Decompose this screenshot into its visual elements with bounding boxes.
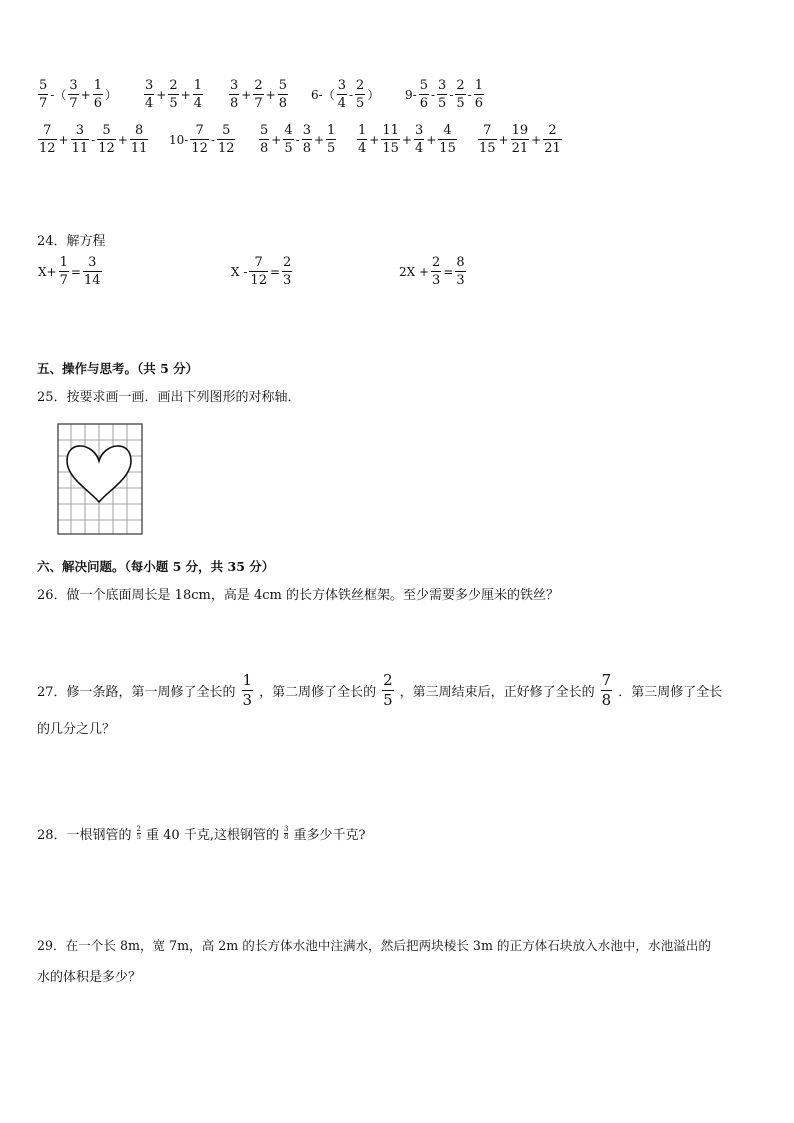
question-28-part-2: 重 40 千克,这根钢管的 <box>146 828 279 843</box>
operator: - <box>91 132 96 147</box>
fraction: $\frac{5}{8}$ <box>260 123 269 156</box>
fraction: $\frac{5}{8}$ <box>278 78 287 111</box>
operator: 10- <box>169 132 189 147</box>
operator: + <box>180 87 191 102</box>
question-24-title: 24．解方程 <box>37 234 106 249</box>
fraction: $\frac{19}{21}$ <box>511 123 529 156</box>
question-27-part-3: ，第三周结束后，正好修了全长的 <box>399 685 595 700</box>
fraction: $\frac{2}{5}$ <box>383 671 393 709</box>
operator: 6-（ <box>311 88 335 102</box>
fraction: $\frac{1}{7}$ <box>59 255 68 288</box>
equation <box>398 256 467 287</box>
operator: ） <box>367 88 380 102</box>
fraction: $\frac{2}{21}$ <box>544 123 561 156</box>
calc-expr <box>404 79 485 110</box>
fraction: $\frac{5}{12}$ <box>98 123 115 156</box>
operator: + <box>498 132 509 147</box>
question-28-part-3: 重多少千克? <box>293 828 366 843</box>
fraction: $\frac{3}{11}$ <box>71 123 89 156</box>
fraction: $\frac{1}{5}$ <box>327 123 336 156</box>
fraction: $\frac{7}{15}$ <box>479 123 496 156</box>
question-25-text: 25．按要求画一画．画出下列图形的对称轴． <box>37 390 301 405</box>
fraction: $\frac{1}{4}$ <box>193 78 202 111</box>
operator: + <box>58 132 69 147</box>
operator: + <box>426 132 437 147</box>
operator: 9- <box>405 87 417 102</box>
fraction: $\frac{5}{6}$ <box>419 78 428 111</box>
fraction: $\frac{3}{4}$ <box>145 78 154 111</box>
fraction: $\frac{4}{5}$ <box>284 123 293 156</box>
question-27-line-2: 的几分之几？ <box>37 722 116 737</box>
operator: + <box>531 132 542 147</box>
fraction: $\frac{1}{3}$ <box>242 671 253 709</box>
fraction: $\frac{8}{11}$ <box>130 123 148 156</box>
fraction: $\frac{2}{7}$ <box>254 78 263 111</box>
fraction: $\frac{5}{12}$ <box>217 123 235 156</box>
question-29-line-2: 水的体积是多少？ <box>37 970 142 985</box>
operator: = <box>70 264 81 279</box>
fraction: $\frac{4}{15}$ <box>439 123 456 156</box>
operator: + <box>271 132 282 147</box>
question-28-text <box>37 824 365 843</box>
fraction: $\frac{7}{8}$ <box>601 671 612 709</box>
calc-expr <box>258 124 337 155</box>
fraction: $\frac{3}{4}$ <box>337 78 346 111</box>
operator: + <box>369 132 380 147</box>
fraction: $\frac{11}{15}$ <box>382 123 399 156</box>
operator: - <box>210 132 215 147</box>
equation <box>37 256 103 287</box>
operator: + <box>265 87 276 102</box>
operator: + <box>313 132 325 147</box>
calc-expr <box>37 79 118 110</box>
fraction: $\frac{3}{8}$ <box>283 825 289 841</box>
fraction: $\frac{5}{7}$ <box>39 78 48 111</box>
operator: 2X + <box>399 264 430 279</box>
question-27-part-4: ．第三周修了全长 <box>618 685 723 700</box>
question-26-text: 26．做一个底面周长是 18cm，高是 4cm 的长方体铁丝框架。至少需要多少厘米的铁丝？ <box>37 588 559 603</box>
operator: + <box>80 87 91 102</box>
operator: ） <box>104 88 117 102</box>
operator: + <box>401 132 412 147</box>
fraction: $\frac{3}{4}$ <box>414 123 424 156</box>
fraction: $\frac{3}{8}$ <box>302 123 311 156</box>
question-27-part-1: 27．修一条路，第一周修了全长的 <box>37 685 236 700</box>
fraction: $\frac{1}{6}$ <box>474 78 484 111</box>
fraction: $\frac{3}{7}$ <box>69 78 78 111</box>
fraction: $\frac{2}{5}$ <box>456 78 465 111</box>
operator: -（ <box>50 88 67 102</box>
question-29-line-1: 29．在一个长 8m，宽 7m，高 2m 的长方体水池中注满水，然后把两块棱长 3m 的正方体石块放入水池中，水池溢出的 <box>37 938 711 953</box>
fraction: $\frac{7}{12}$ <box>250 255 267 288</box>
calc-expr <box>168 124 236 155</box>
operator: - <box>295 132 300 147</box>
calc-expr <box>37 124 149 155</box>
calc-expr <box>356 124 458 155</box>
calc-expr <box>310 79 380 110</box>
operator: + <box>241 87 252 102</box>
fraction: $\frac{2}{5}$ <box>136 825 142 841</box>
section-5-heading: 五、操作与思考。（共 5 分） <box>37 361 199 376</box>
operator: + <box>156 87 167 102</box>
fraction: $\frac{3}{5}$ <box>438 78 447 111</box>
fraction: $\frac{7}{12}$ <box>39 123 56 156</box>
heart-grid-icon <box>57 423 143 535</box>
section-6-heading: 六、解决问题。（每小题 5 分，共 35 分） <box>37 559 275 574</box>
operator: - <box>348 87 354 102</box>
operator: - <box>467 87 472 102</box>
fraction: $\frac{8}{3}$ <box>456 255 465 288</box>
calc-expr <box>228 79 289 110</box>
fraction: $\frac{1}{6}$ <box>93 78 102 111</box>
operator: = <box>269 264 281 279</box>
fraction: $\frac{3}{8}$ <box>230 78 239 111</box>
fraction: $\frac{3}{14}$ <box>83 255 101 288</box>
question-27-part-2: ，第二周修了全长的 <box>259 685 377 700</box>
fraction: $\frac{1}{4}$ <box>358 123 367 156</box>
equation <box>230 256 293 287</box>
operator: - <box>449 87 454 102</box>
operator: - <box>430 87 436 102</box>
operator: X+ <box>38 264 57 279</box>
calc-expr <box>477 124 563 155</box>
fraction: $\frac{7}{12}$ <box>191 123 208 156</box>
fraction: $\frac{2}{3}$ <box>432 255 441 288</box>
fraction: $\frac{2}{5}$ <box>169 78 178 111</box>
question-28-part-1: 28．一根钢管的 <box>37 828 132 843</box>
calc-expr <box>143 79 204 110</box>
operator: X - <box>231 264 248 279</box>
fraction: $\frac{2}{3}$ <box>283 255 292 288</box>
fraction: $\frac{2}{5}$ <box>356 78 365 111</box>
operator: + <box>117 132 128 147</box>
operator: = <box>443 264 454 279</box>
question-27-line-1 <box>37 673 722 708</box>
